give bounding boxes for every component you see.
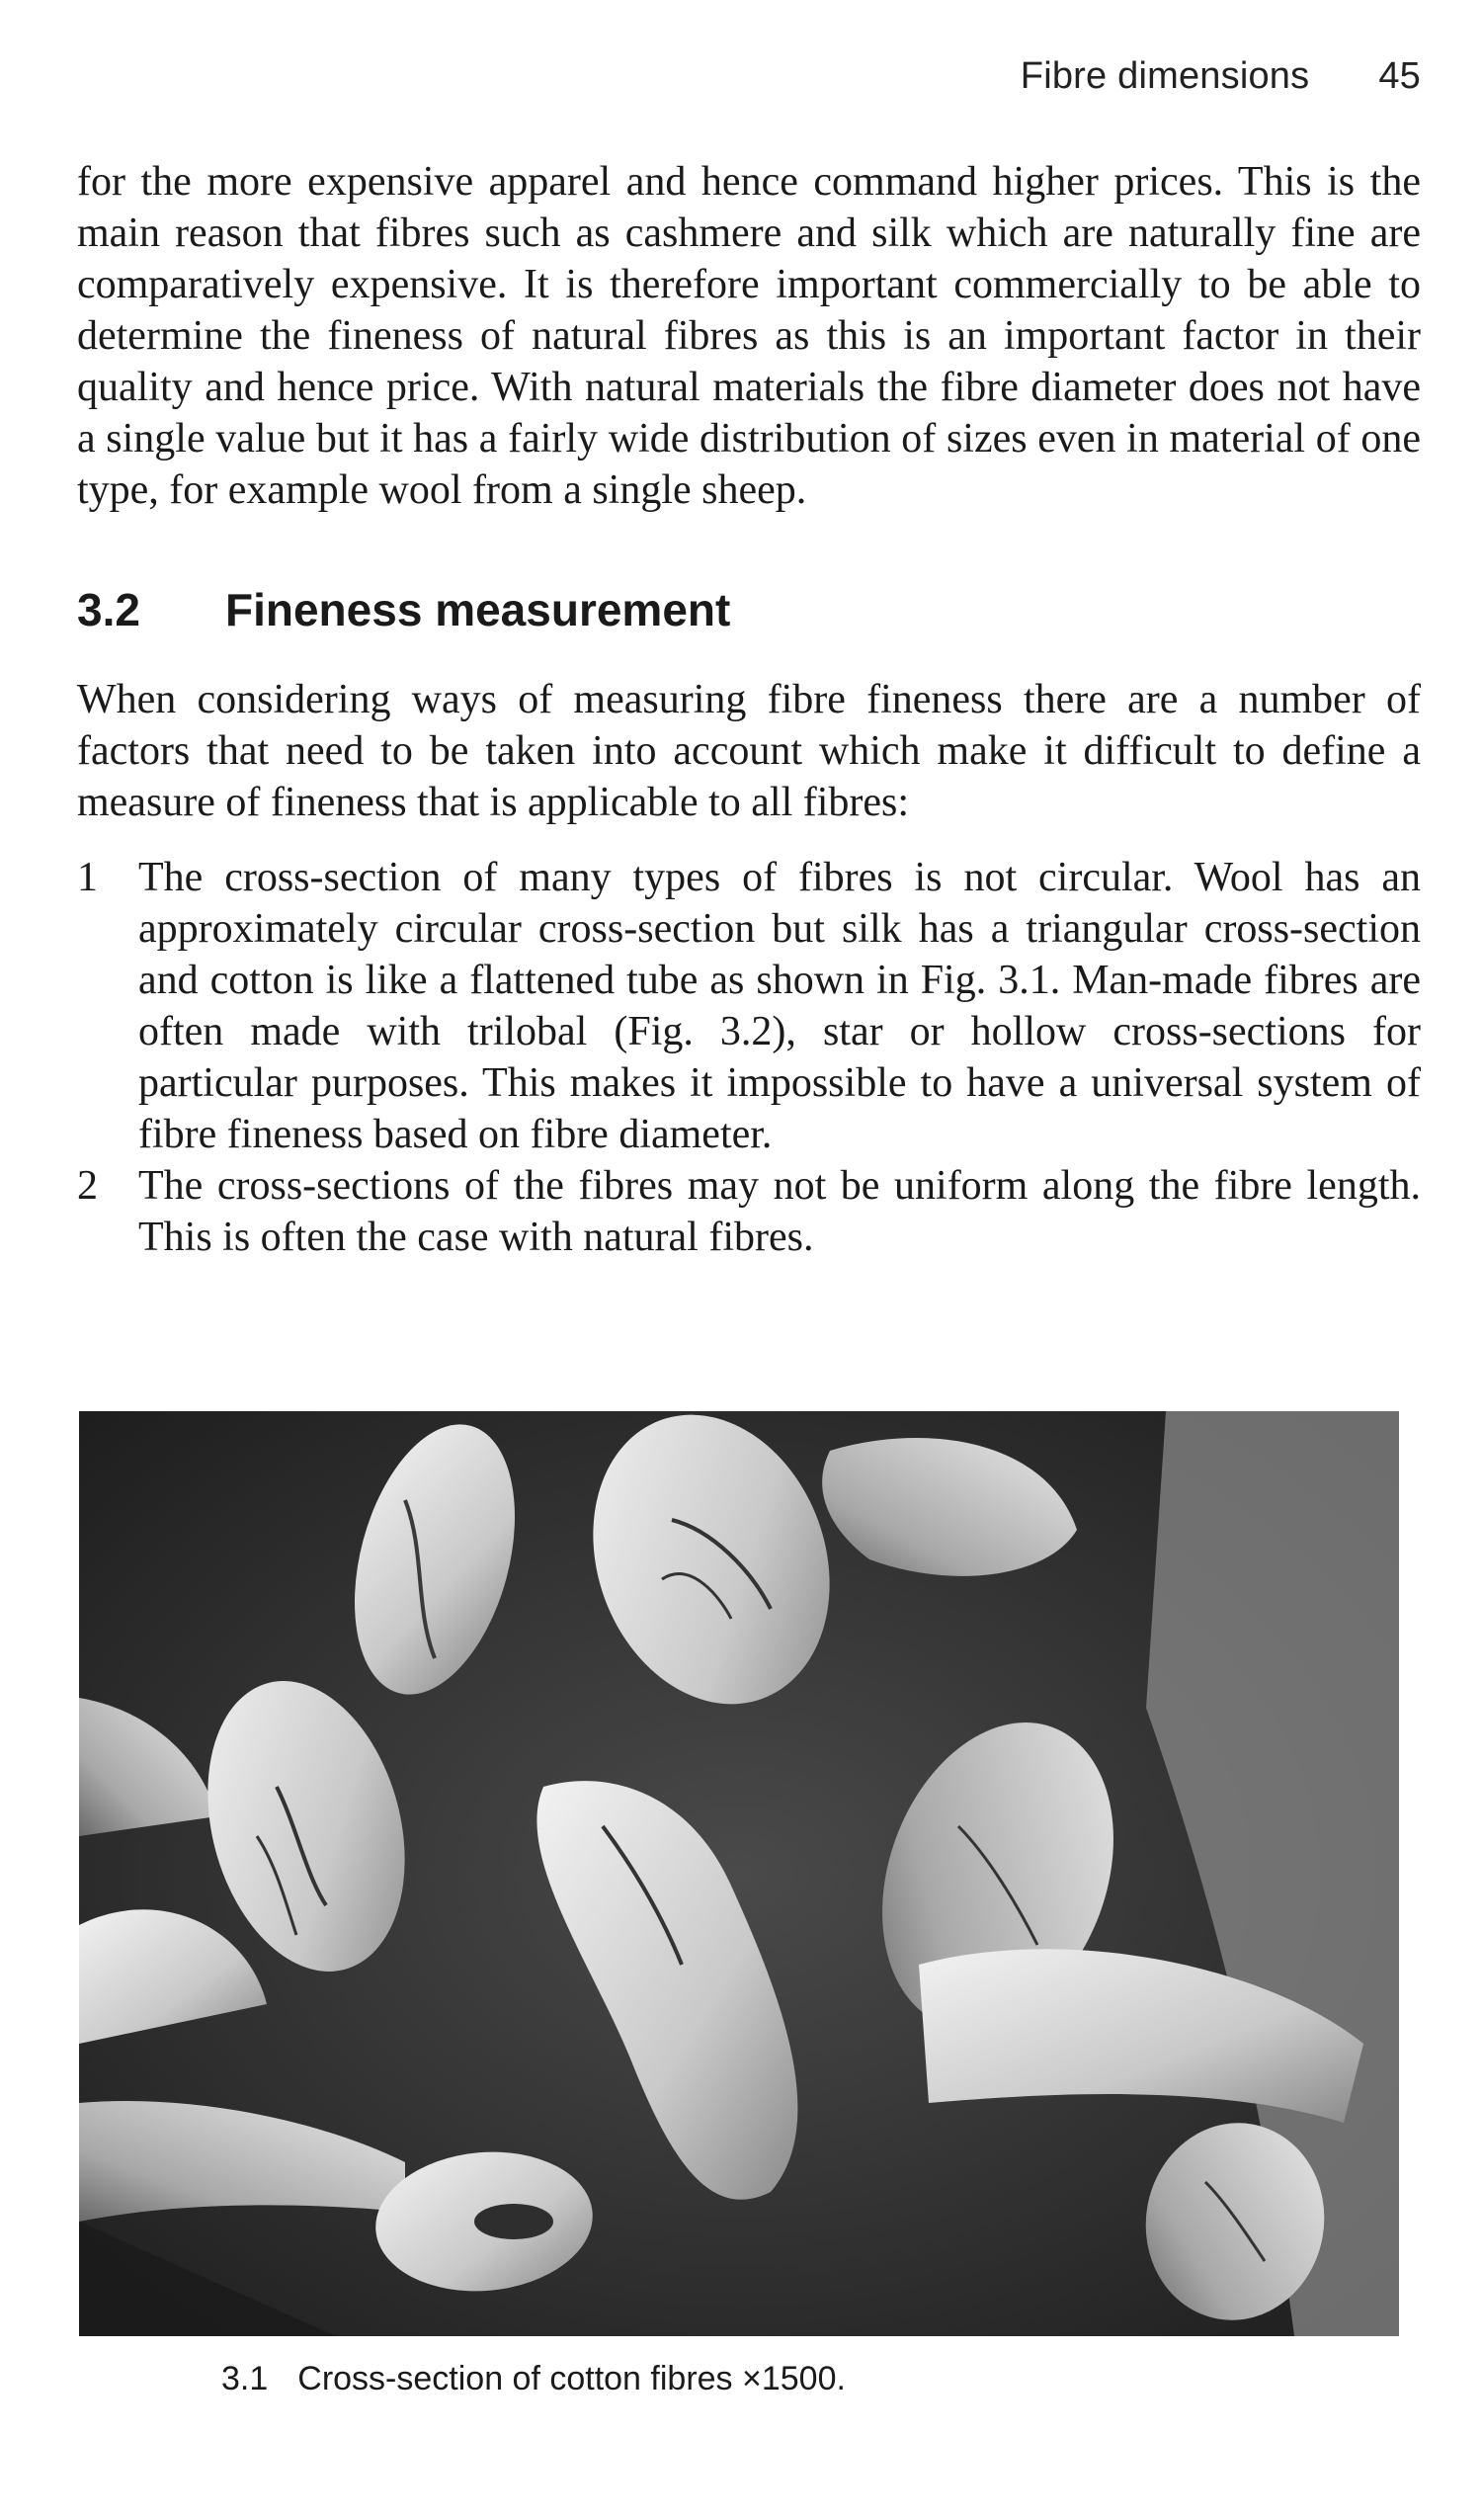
figure-caption-text: Cross-section of cotton fibres ×1500. <box>297 2360 846 2397</box>
figure-number: 3.1 <box>221 2360 269 2397</box>
section-heading <box>77 583 1421 636</box>
list-item-text: The cross-sections of the fibres may not be uniform along the fibre length. This is often the case with natural fibres. <box>138 1163 1421 1260</box>
paragraph-considerations: When considering ways of measuring fibre fineness there are a number of factors that need to be taken into account which make it difficult to define a measure of fineness that is applicable to all fibres: <box>77 677 1421 825</box>
section-title: Fineness measurement <box>225 584 731 635</box>
list-item-number: 2 <box>77 1163 98 1209</box>
numbered-list <box>77 852 1421 1263</box>
list-item <box>77 1160 1421 1263</box>
figure-caption <box>221 2360 846 2398</box>
section-number: 3.2 <box>77 584 140 635</box>
running-head-title: Fibre dimensions <box>1020 55 1310 97</box>
running-head <box>77 55 1421 98</box>
page-number: 45 <box>1378 55 1421 97</box>
figure-micrograph <box>79 1411 1399 2336</box>
list-item <box>77 852 1421 1160</box>
paragraph-intro: for the more expensive apparel and hence command higher prices. This is the main reason that fibres such as cashmere and silk which are naturally fine are comparatively expensive. It is therefore important commercially to be able to determine the fineness of natural fibres as this is an important factor in their quality and hence price. With natural materials the fibre diameter does not have a single value but it has a fairly wide distribution of sizes even in material of one type, for example wool from a single sheep. <box>77 159 1421 513</box>
list-item-number: 1 <box>77 855 98 900</box>
list-item-text: The cross-section of many types of fibres is not circular. Wool has an approximately circular cross-section but silk has a triangular cross-section and cotton is like a flattened tube as shown in Fig. 3.1. Man-made fibres are often made with trilobal (Fig. 3.2), star or hollow cross-sections for particular purposes. This makes it impossible to have a universal system of fibre fineness based on fibre diameter. <box>138 855 1421 1157</box>
cotton-fibres-micrograph <box>79 1411 1399 2336</box>
